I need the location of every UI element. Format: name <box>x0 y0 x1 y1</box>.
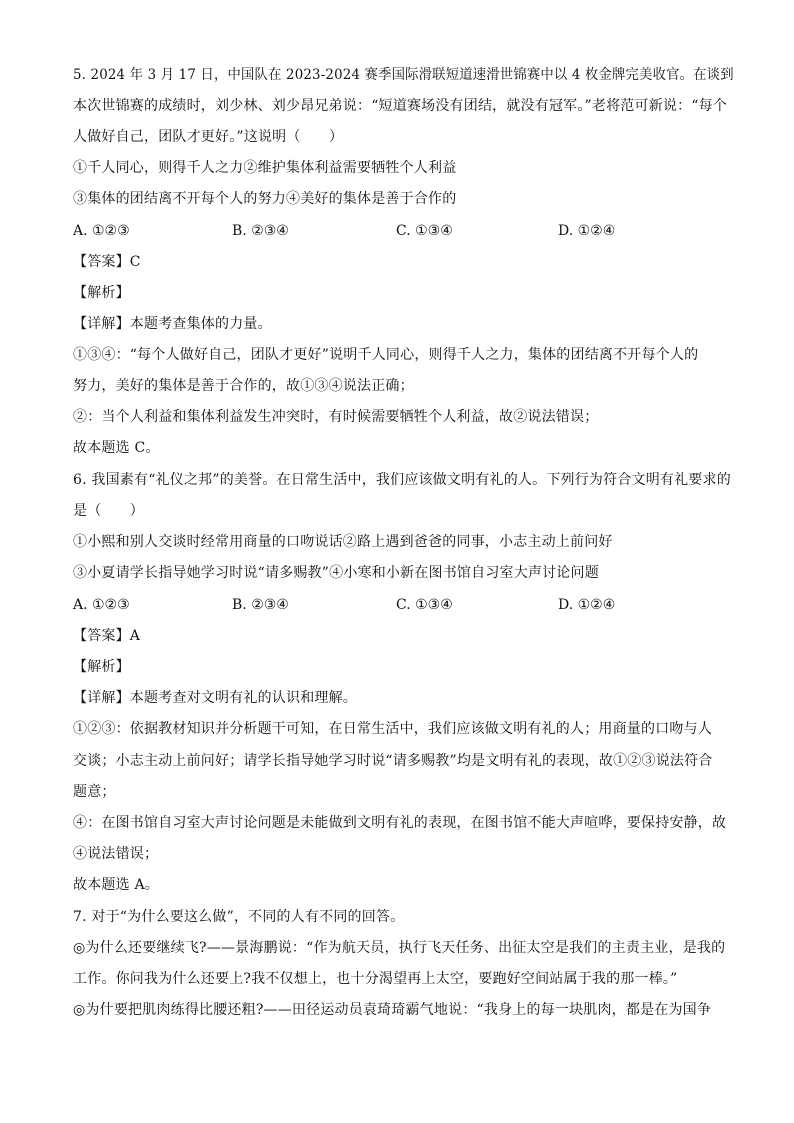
q5-conclusion: 故本题选 C。 <box>73 440 160 456</box>
q5-stem-line-1: 5. 2024 年 3 月 17 日，中国队在 2023-2024 赛季国际滑联短道速滑世锦赛中以 4 枚金牌完美收官。在谈到 <box>73 67 734 83</box>
q6-option-a: A. ①②③ <box>73 597 130 613</box>
q6-explanation-line-5: ④说法错误； <box>73 846 159 862</box>
q5-item-line-1: ①千人同心，则得千人之力②维护集体利益需要牺牲个人利益 <box>73 160 457 176</box>
q7-item-1-line-1: ◎为什么还要继续飞?——景海鹏说：“作为航天员，执行飞天任务、出征太空是我们的主责主业，是我的 <box>73 940 726 956</box>
q5-stem-line-2: 本次世锦赛的成绩时，刘少林、刘少昂兄弟说：“短道赛场没有团结，就没有冠军。”老将范可新说：“每个 <box>73 98 728 114</box>
q7-item-2-line-1: ◎为什要把肌肉练得比腰还粗?——田径运动员袁琦琦霸气地说：“我身上的每一块肌肉，都是在为国争 <box>73 1002 712 1018</box>
q6-stem-line-2: 是（ ） <box>73 503 144 519</box>
q5-stem-line-3: 人做好自己，团队才更好。”这说明（ ） <box>73 129 344 145</box>
q5-item-line-2: ③集体的团结离不开每个人的努力④美好的集体是善于合作的 <box>73 191 457 207</box>
q6-explanation-line-4: ④：在图书馆自习室大声讨论问题是未能做到文明有礼的表现，在图书馆不能大声喧哗，要保持安静，故 <box>73 815 727 831</box>
q6-option-c: C. ①③④ <box>396 597 453 613</box>
q7-stem: 7. 对于“为什么要这么做”，不同的人有不同的回答。 <box>73 909 405 925</box>
q5-explanation-line-1: ①③④：“每个人做好自己，团队才更好”说明千人同心，则得千人之力，集体的团结离不开每个人的 <box>73 347 699 363</box>
q6-item-line-2: ③小夏请学长指导她学习时说“请多赐教”④小寒和小新在图书馆自习室大声讨论问题 <box>73 565 599 581</box>
q7-item-1-line-2: 工作。你问我为什么还要上?我不仅想上，也十分渴望再上太空，要跑好空间站属于我的那一棒。” <box>73 971 678 987</box>
q6-option-b: B. ②③④ <box>232 597 289 613</box>
q6-option-d: D. ①②④ <box>558 597 616 613</box>
q6-item-line-1: ①小熙和别人交谈时经常用商量的口吻说话②路上遇到爸爸的同事，小志主动上前问好 <box>73 534 613 550</box>
q6-detail-heading: 【详解】本题考查对文明有礼的认识和理解。 <box>73 690 357 706</box>
q6-answer: 【答案】A <box>73 628 141 644</box>
q6-explanation-line-3: 题意； <box>73 784 116 800</box>
q6-conclusion: 故本题选 A。 <box>73 877 159 893</box>
q6-explanation-line-1: ①②③：依据教材知识并分析题干可知，在日常生活中，我们应该做文明有礼的人；用商量的口吻与人 <box>73 721 712 737</box>
q6-analysis-heading: 【解析】 <box>73 659 130 675</box>
q5-option-d: D. ①②④ <box>558 223 616 239</box>
q5-explanation-line-3: ②：当个人利益和集体利益发生冲突时，有时候需要牺牲个人利益，故②说法错误； <box>73 409 599 425</box>
q5-option-c: C. ①③④ <box>396 223 453 239</box>
q5-analysis-heading: 【解析】 <box>73 285 130 301</box>
q5-answer: 【答案】C <box>73 254 141 270</box>
q6-explanation-line-2: 交谈；小志主动上前问好；请学长指导她学习时说“请多赐教”均是文明有礼的表现，故①②③说法符合 <box>73 753 713 769</box>
q5-option-a: A. ①②③ <box>73 223 130 239</box>
q6-stem-line-1: 6. 我国素有“礼仪之邦”的美誉。在日常生活中，我们应该做文明有礼的人。下列行为符合文明有礼要求的 <box>73 472 731 488</box>
q5-explanation-line-2: 努力，美好的集体是善于合作的，故①③④说法正确； <box>73 378 414 394</box>
q5-detail-heading: 【详解】本题考查集体的力量。 <box>73 316 272 332</box>
q5-option-b: B. ②③④ <box>232 223 289 239</box>
